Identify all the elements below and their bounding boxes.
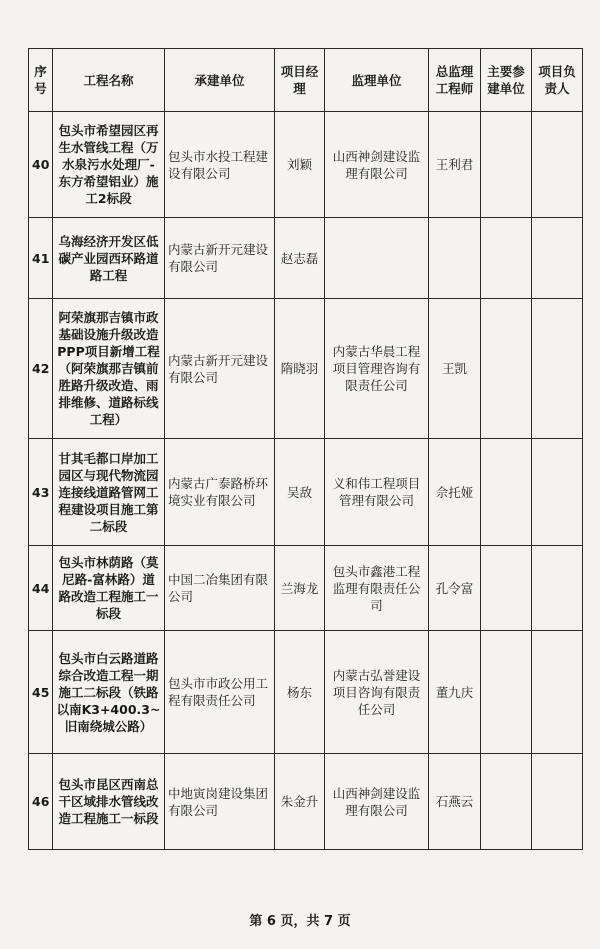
cell-project-name: 包头市昆区西南总干区域排水管线改造工程施工一标段 xyxy=(53,754,165,850)
cell-supervisor: 包头市鑫港工程监理有限责任公司 xyxy=(325,546,429,631)
cell-no: 46 xyxy=(29,754,53,850)
cell-project-name: 乌海经济开发区低碳产业园西环路道路工程 xyxy=(53,218,165,299)
cell-chief-engineer: 孔令富 xyxy=(429,546,481,631)
cell-main-participant xyxy=(481,218,532,299)
cell-contractor: 内蒙古新开元建设有限公司 xyxy=(165,299,275,439)
header-no: 序号 xyxy=(29,49,53,112)
table-row xyxy=(29,546,583,631)
cell-no: 42 xyxy=(29,299,53,439)
header-project-name: 工程名称 xyxy=(53,49,165,112)
cell-project-lead xyxy=(532,112,583,218)
cell-no: 41 xyxy=(29,218,53,299)
cell-chief-engineer: 石燕云 xyxy=(429,754,481,850)
cell-no: 40 xyxy=(29,112,53,218)
cell-project-manager: 朱金升 xyxy=(275,754,325,850)
header-contractor: 承建单位 xyxy=(165,49,275,112)
cell-contractor: 内蒙古新开元建设有限公司 xyxy=(165,218,275,299)
cell-project-lead xyxy=(532,754,583,850)
cell-main-participant xyxy=(481,546,532,631)
cell-project-manager: 杨东 xyxy=(275,631,325,754)
cell-supervisor: 义和伟工程项目管理有限公司 xyxy=(325,439,429,546)
project-table xyxy=(28,48,583,850)
cell-contractor: 内蒙古广泰路桥环境实业有限公司 xyxy=(165,439,275,546)
cell-chief-engineer: 佘托娅 xyxy=(429,439,481,546)
cell-no: 43 xyxy=(29,439,53,546)
cell-project-lead xyxy=(532,299,583,439)
header-project-manager: 项目经理 xyxy=(275,49,325,112)
cell-project-manager: 吴敌 xyxy=(275,439,325,546)
cell-supervisor: 内蒙古华晨工程项目管理咨询有限责任公司 xyxy=(325,299,429,439)
header-chief-engineer: 总监理工程师 xyxy=(429,49,481,112)
table-row xyxy=(29,218,583,299)
cell-no: 45 xyxy=(29,631,53,754)
cell-supervisor: 山西神剑建设监理有限公司 xyxy=(325,112,429,218)
cell-contractor: 包头市水投工程建设有限公司 xyxy=(165,112,275,218)
cell-project-name: 包头市林荫路（莫尼路-富林路）道路改造工程施工一标段 xyxy=(53,546,165,631)
header-main-participant: 主要参建单位 xyxy=(481,49,532,112)
cell-project-manager: 隋晓羽 xyxy=(275,299,325,439)
cell-project-manager: 刘颖 xyxy=(275,112,325,218)
cell-project-name: 包头市白云路道路综合改造工程一期施工二标段（铁路以南K3+400.3~旧南绕城公路） xyxy=(53,631,165,754)
cell-contractor: 包头市市政公用工程有限责任公司 xyxy=(165,631,275,754)
cell-main-participant xyxy=(481,439,532,546)
table-row xyxy=(29,754,583,850)
cell-project-name: 阿荣旗那吉镇市政基础设施升级改造PPP项目新增工程（阿荣旗那吉镇前胜路升级改造、雨排维修、道路标线工程） xyxy=(53,299,165,439)
cell-supervisor xyxy=(325,218,429,299)
cell-main-participant xyxy=(481,754,532,850)
cell-project-name: 包头市希望园区再生水管线工程（万水泉污水处理厂-东方希望铝业）施工2标段 xyxy=(53,112,165,218)
cell-contractor: 中国二冶集团有限公司 xyxy=(165,546,275,631)
cell-supervisor: 内蒙古弘誉建设项目咨询有限责任公司 xyxy=(325,631,429,754)
cell-project-lead xyxy=(532,439,583,546)
cell-project-manager: 兰海龙 xyxy=(275,546,325,631)
cell-main-participant xyxy=(481,299,532,439)
cell-project-lead xyxy=(532,631,583,754)
cell-chief-engineer: 董九庆 xyxy=(429,631,481,754)
cell-project-manager: 赵志磊 xyxy=(275,218,325,299)
table-row xyxy=(29,299,583,439)
cell-main-participant xyxy=(481,112,532,218)
cell-chief-engineer xyxy=(429,218,481,299)
cell-project-lead xyxy=(532,546,583,631)
table-row xyxy=(29,631,583,754)
cell-project-lead xyxy=(532,218,583,299)
header-project-lead: 项目负责人 xyxy=(532,49,583,112)
header-supervisor: 监理单位 xyxy=(325,49,429,112)
cell-contractor: 中地寅岗建设集团有限公司 xyxy=(165,754,275,850)
cell-supervisor: 山西神剑建设监理有限公司 xyxy=(325,754,429,850)
cell-chief-engineer: 王凯 xyxy=(429,299,481,439)
table-row xyxy=(29,439,583,546)
table-header-row xyxy=(29,49,583,112)
page-number-footer: 第 6 页，共 7 页 xyxy=(249,914,351,929)
cell-chief-engineer: 王利君 xyxy=(429,112,481,218)
cell-project-name: 甘其毛都口岸加工园区与现代物流园连接线道路管网工程建设项目施工第二标段 xyxy=(53,439,165,546)
cell-main-participant xyxy=(481,631,532,754)
table-row xyxy=(29,112,583,218)
cell-no: 44 xyxy=(29,546,53,631)
